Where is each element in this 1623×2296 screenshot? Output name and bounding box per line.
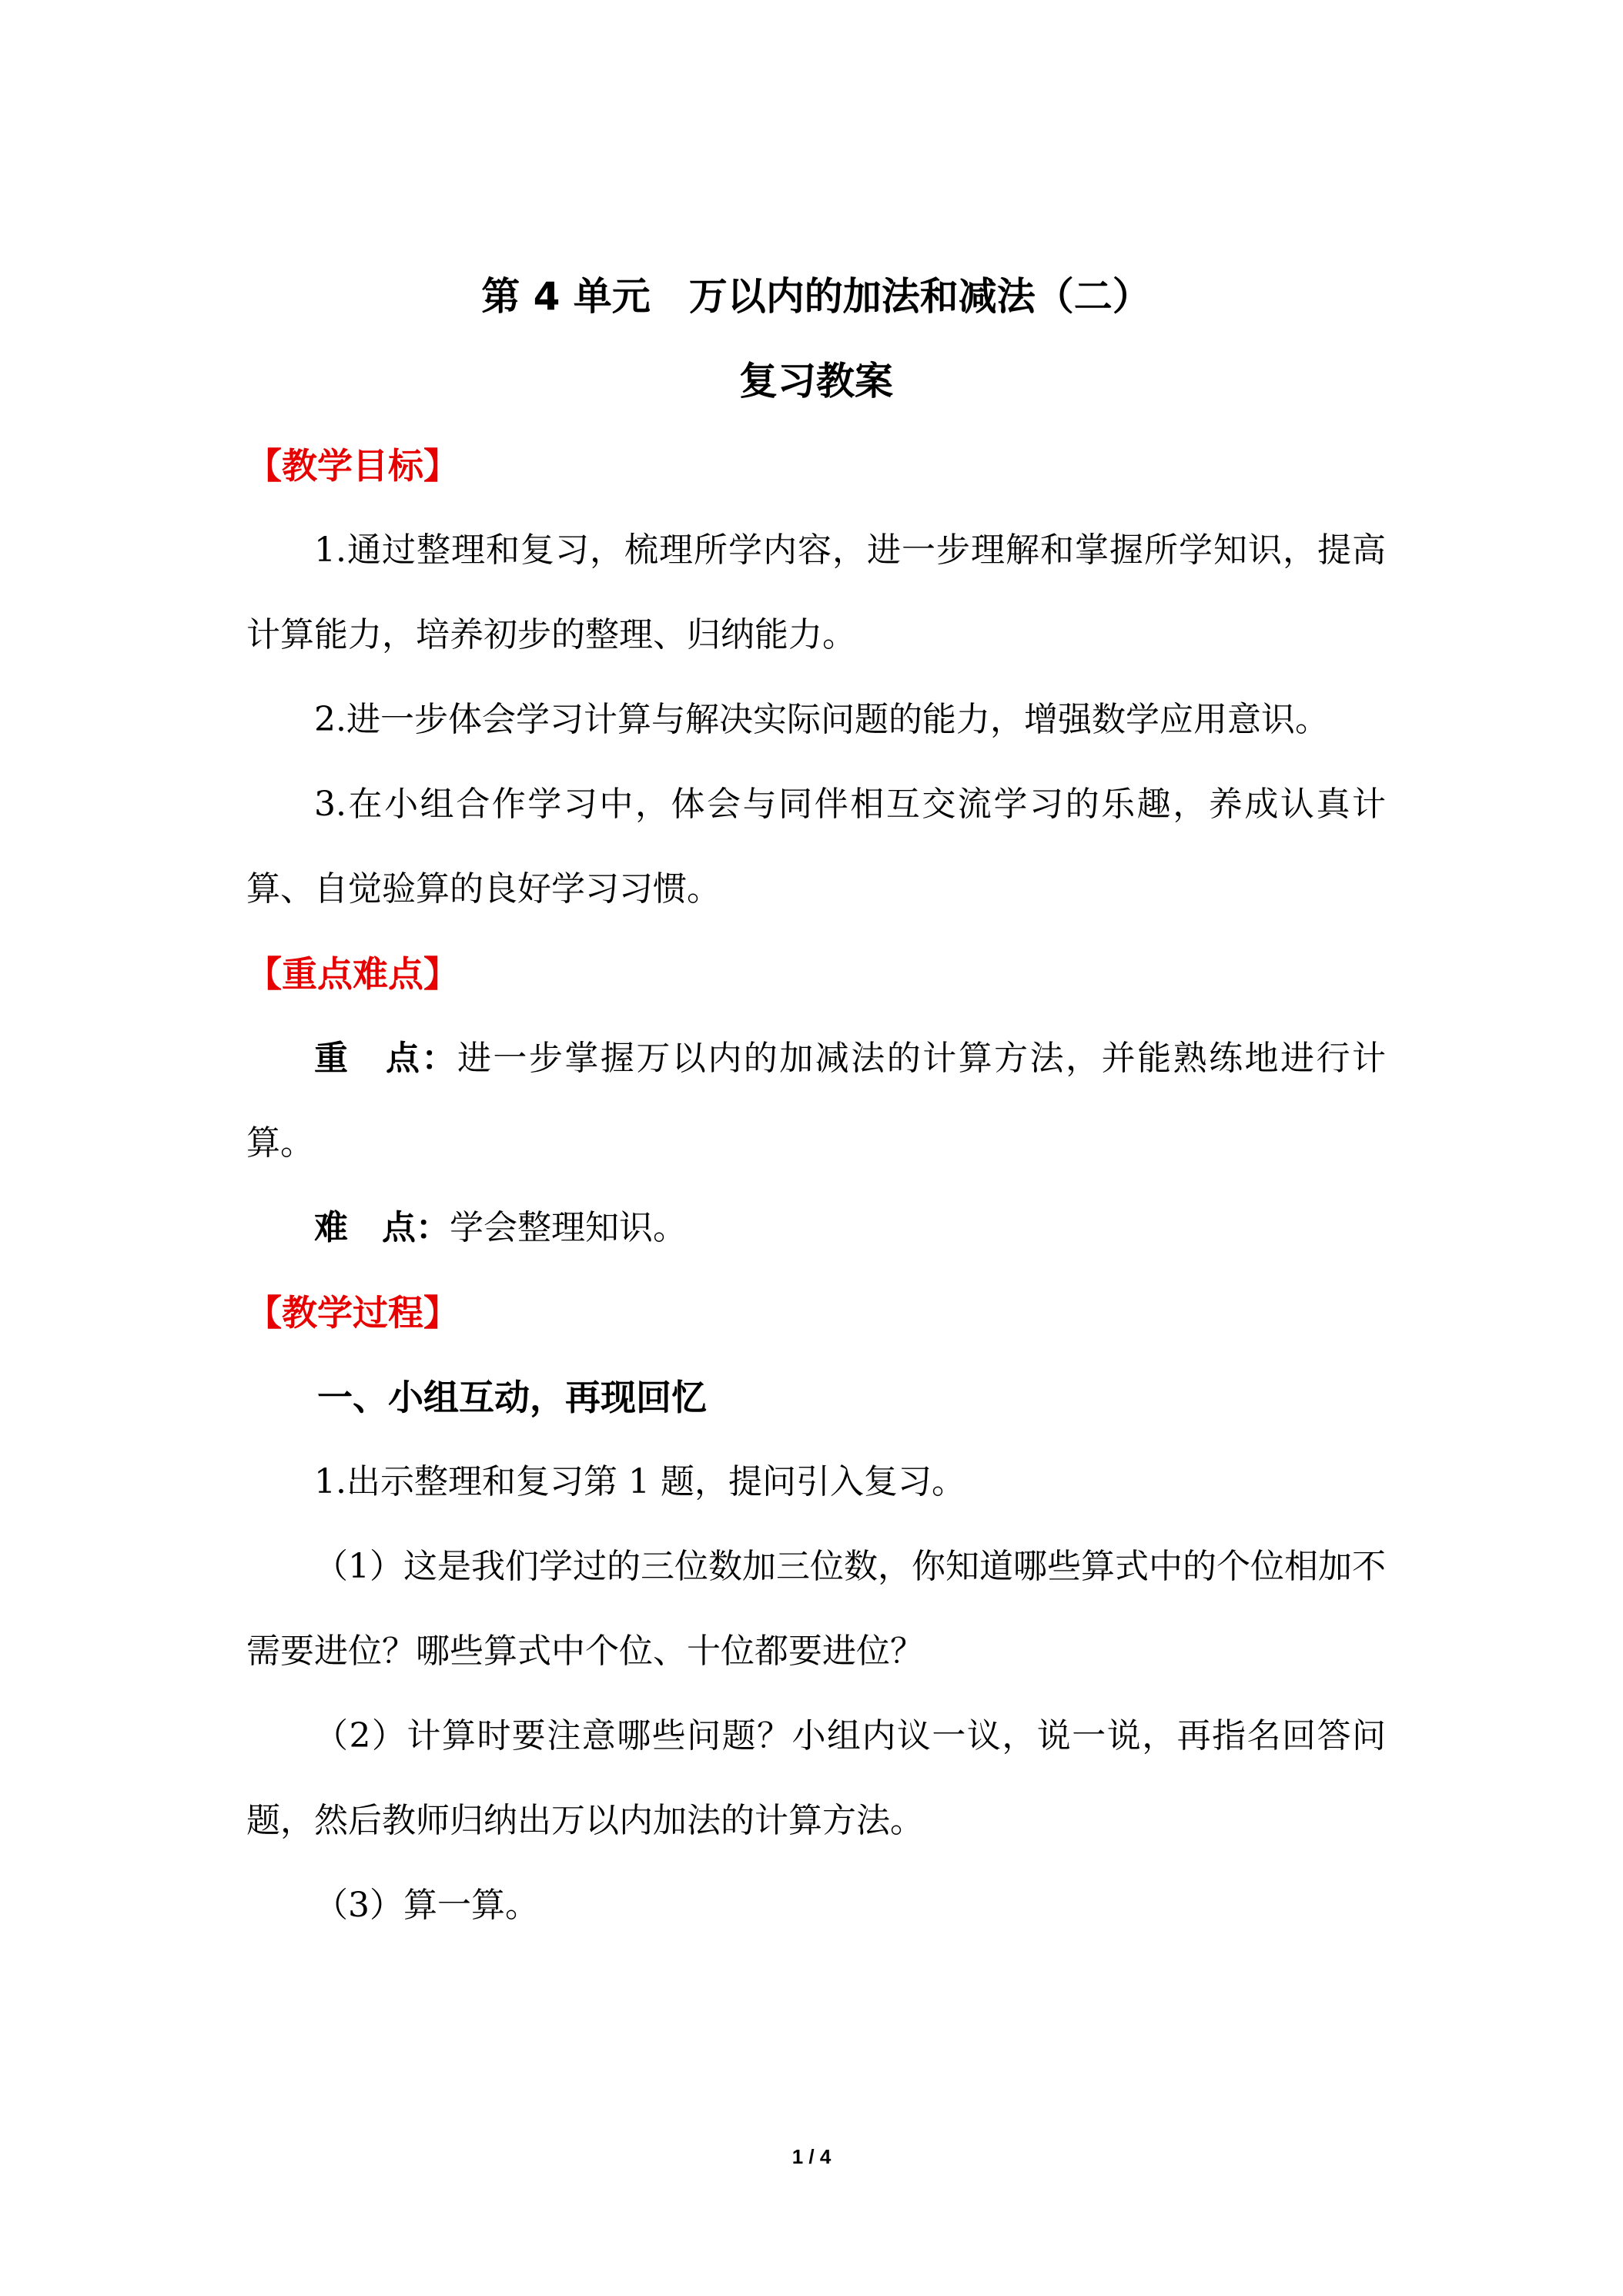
process-paragraph: 1.出示整理和复习第 1 题，提问引入复习。 (314, 1462, 965, 1501)
process-subheading: 一、小组互动，再现回忆 (317, 1377, 707, 1418)
keypoint-label: 重 点： (314, 1039, 457, 1078)
process-paragraph: （1）这是我们学过的三位数加三位数，你知道哪些算式中的个位相加不需要进位？哪些算式中个位、十位都要进位？ (246, 1547, 1386, 1671)
difficulty-paragraph (246, 1186, 1386, 1270)
process-paragraph: （3）算一算。 (314, 1886, 539, 1925)
section-heading-objectives: 【教学目标】 (246, 445, 459, 487)
document-page (246, 254, 1386, 1948)
objective-paragraph: 3.在小组合作学习中，体会与同伴相互交流学习的乐趣，养成认真计算、自觉验算的良好学习习惯。 (246, 785, 1386, 909)
difficulty-text: 学会整理知识。 (450, 1208, 687, 1247)
section-heading-process: 【教学过程】 (246, 1292, 459, 1334)
page-number: 1 / 4 (791, 2145, 832, 2168)
difficulty-label: 难 点： (314, 1208, 450, 1247)
document-title: 第 4 单元 万以内的加法和减法（二） (481, 274, 1151, 319)
objective-paragraph: 2.进一步体会学习计算与解决实际问题的能力，增强数学应用意识。 (314, 700, 1329, 739)
process-paragraph: （2）计算时要注意哪些问题？小组内议一议，说一说，再指名回答问题，然后教师归纳出万以内加法的计算方法。 (246, 1716, 1386, 1840)
objective-paragraph: 1.通过整理和复习，梳理所学内容，进一步理解和掌握所学知识，提高计算能力，培养初步的整理、归纳能力。 (246, 530, 1386, 654)
document-subtitle: 复习教案 (739, 359, 893, 403)
keypoint-paragraph (246, 1016, 1386, 1186)
section-heading-keypoints: 【重点难点】 (246, 953, 459, 995)
keypoint-text: 进一步掌握万以内的加减法的计算方法，并能熟练地进行计算。 (246, 1039, 1387, 1163)
